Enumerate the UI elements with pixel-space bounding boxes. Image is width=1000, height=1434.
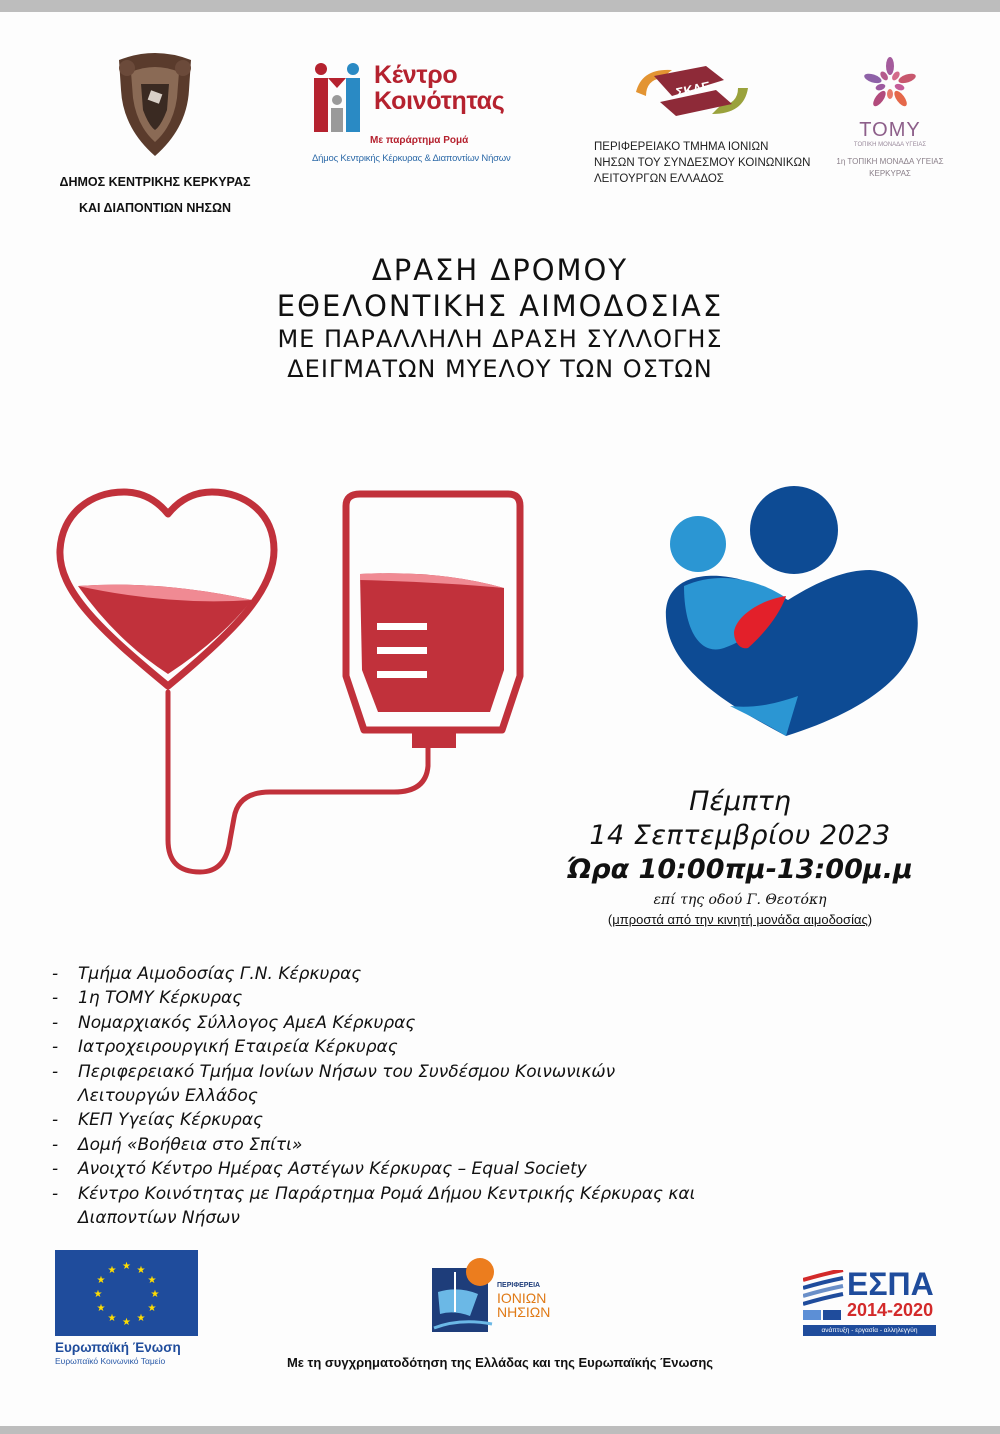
svg-text:★: ★ bbox=[107, 1313, 117, 1324]
svg-text:★: ★ bbox=[122, 1317, 131, 1328]
tomy-logo bbox=[820, 56, 960, 180]
municipality-name-line2: ΚΑΙ ΔΙΑΠΟΝΤΙΩΝ ΝΗΣΩΝ bbox=[78, 201, 232, 215]
municipality-logo bbox=[30, 50, 280, 215]
municipality-name-line1: ΔΗΜΟΣ ΚΕΝΤΡΙΚΗΣ ΚΕΡΚΥΡΑΣ bbox=[59, 175, 251, 189]
title-line3: ΜΕ ΠΑΡΑΛΛΗΛΗ ΔΡΑΣΗ ΣΥΛΛΟΓΗΣ bbox=[277, 325, 723, 353]
ionian-line1: ΠΕΡΙΦΕΡΕΙΑ bbox=[497, 1282, 541, 1289]
community-centre-footer: Δήμος Κεντρικής Κέρκυρας & Διαποντίων Νήσων bbox=[312, 153, 511, 164]
svg-text:★: ★ bbox=[150, 1289, 160, 1300]
title-line4: ΔΕΙΓΜΑΤΩΝ ΜΥΕΛΟΥ ΤΩΝ ΟΣΤΩΝ bbox=[287, 355, 713, 383]
skle-logo bbox=[594, 62, 814, 187]
espa-years: 2014-2020 bbox=[847, 1300, 934, 1320]
espa-slogan: ανάπτυξη - εργασία - αλληλεγγύη bbox=[803, 1325, 936, 1336]
eu-flag-icon bbox=[55, 1250, 198, 1336]
eu-fund: Ευρωπαϊκό Κοινωνικό Ταμείο bbox=[55, 1356, 166, 1366]
ionian-ship-icon bbox=[430, 1258, 496, 1338]
skle-line3: ΛΕΙΤΟΥΡΓΩΝ ΕΛΛΑΔΟΣ bbox=[594, 173, 724, 185]
ionian-region-logo bbox=[430, 1258, 560, 1338]
svg-text:★: ★ bbox=[147, 1275, 157, 1286]
bone-marrow-hug-icon bbox=[640, 470, 970, 770]
partner-item: - Περιφερειακό Τμήμα Ιονίων Νήσων του Συνδέσμου Κοινωνικών Λειτουργών Ελλάδος bbox=[48, 1060, 658, 1109]
skle-hands-icon bbox=[632, 62, 752, 120]
partner-item: - Ανοιχτό Κέντρο Ημέρας Αστέγων Κέρκυρας – Equal Society bbox=[48, 1157, 728, 1181]
community-centre-title2: Κοινότητας bbox=[374, 87, 505, 115]
svg-text:★: ★ bbox=[136, 1265, 146, 1276]
community-centre-subtitle: Με παράρτημα Ρομά bbox=[370, 135, 469, 146]
espa-logo bbox=[803, 1266, 936, 1334]
community-people-icon bbox=[312, 62, 368, 134]
tomy-name: ΤΟΜΥ bbox=[859, 119, 921, 141]
poster-title bbox=[100, 252, 900, 384]
skle-line1: ΠΕΡΙΦΕΡΕΙΑΚΟ ΤΜΗΜΑ ΙΟΝΙΩΝ bbox=[594, 141, 769, 153]
partner-item: - Δομή «Βοήθεια στο Σπίτι» bbox=[48, 1133, 728, 1157]
partner-item: - Τμήμα Αιμοδοσίας Γ.Ν. Κέρκυρας bbox=[48, 962, 728, 986]
event-time: Ώρα 10:00πμ-13:00μ.μ bbox=[567, 854, 913, 885]
title-line2: ΕΘΕΛΟΝΤΙΚΗΣ ΑΙΜΟΔΟΣΙΑΣ bbox=[276, 289, 724, 323]
svg-text:★: ★ bbox=[136, 1313, 146, 1324]
event-location: επί της οδού Γ. Θεοτόκη bbox=[653, 892, 827, 908]
title-line1: ΔΡΑΣΗ ΔΡΟΜΟΥ bbox=[371, 253, 629, 287]
event-day: Πέμπτη bbox=[689, 786, 791, 817]
ionian-line3: ΝΗΣΙΩΝ bbox=[497, 1304, 551, 1320]
skle-mark-text: ΣΚΛΕ bbox=[674, 78, 712, 101]
svg-text:★: ★ bbox=[93, 1289, 103, 1300]
community-centre-title1: Κέντρο bbox=[374, 61, 458, 89]
tomy-line2: ΚΕΡΚΥΡΑΣ bbox=[869, 169, 911, 178]
cofunding-statement: Με τη συγχρηματοδότηση της Ελλάδας και της Ευρωπαϊκής Ένωσης bbox=[286, 1355, 714, 1370]
espa-waves-icon bbox=[803, 1270, 845, 1322]
event-location-note: (μπροστά από την κινητή μονάδα αιμοδοσίας) bbox=[607, 912, 873, 927]
tomy-flower-icon bbox=[862, 56, 918, 112]
eu-logo bbox=[55, 1250, 198, 1366]
svg-text:★: ★ bbox=[96, 1303, 106, 1314]
partner-item: - ΚΕΠ Υγείας Κέρκυρας bbox=[48, 1108, 728, 1132]
partner-item: - Νομαρχιακός Σύλλογος ΑμεΑ Κέρκυρας bbox=[48, 1011, 728, 1035]
blood-donation-icon bbox=[40, 480, 540, 880]
municipality-crest-icon bbox=[109, 50, 201, 160]
tomy-tagline: ΤΟΠΙΚΗ ΜΟΝΑΔΑ ΥΓΕΙΑΣ bbox=[853, 142, 927, 148]
partner-item: - 1η ΤΟΜΥ Κέρκυρας bbox=[48, 986, 728, 1010]
partner-item: - Κέντρο Κοινότητας με Παράρτημα Ρομά Δήμου Κεντρικής Κέρκυρας και Διαποντίων Νήσων bbox=[48, 1182, 708, 1231]
svg-text:★: ★ bbox=[107, 1265, 117, 1276]
partner-item: - Ιατροχειρουργική Εταιρεία Κέρκυρας bbox=[48, 1035, 728, 1059]
svg-text:★: ★ bbox=[122, 1261, 131, 1272]
eu-name: Ευρωπαϊκή Ένωση bbox=[55, 1340, 181, 1355]
partners-list bbox=[48, 962, 728, 1230]
event-details bbox=[520, 785, 960, 929]
top-edge-bar bbox=[0, 0, 1000, 12]
event-date: 14 Σεπτεμβρίου 2023 bbox=[589, 820, 891, 851]
espa-word: ΕΣΠΑ bbox=[847, 1266, 934, 1302]
tomy-line1: 1η ΤΟΠΙΚΗ ΜΟΝΑΔΑ ΥΓΕΙΑΣ bbox=[836, 157, 944, 166]
ionian-line2: ΙΟΝΙΩΝ bbox=[497, 1290, 547, 1306]
skle-line2: ΝΗΣΩΝ ΤΟΥ ΣΥΝΔΕΣΜΟΥ ΚΟΙΝΩΝΙΚΩΝ bbox=[594, 157, 811, 169]
bottom-edge-bar bbox=[0, 1426, 1000, 1434]
svg-text:★: ★ bbox=[96, 1275, 106, 1286]
community-centre-logo bbox=[312, 62, 542, 164]
svg-text:★: ★ bbox=[147, 1303, 157, 1314]
